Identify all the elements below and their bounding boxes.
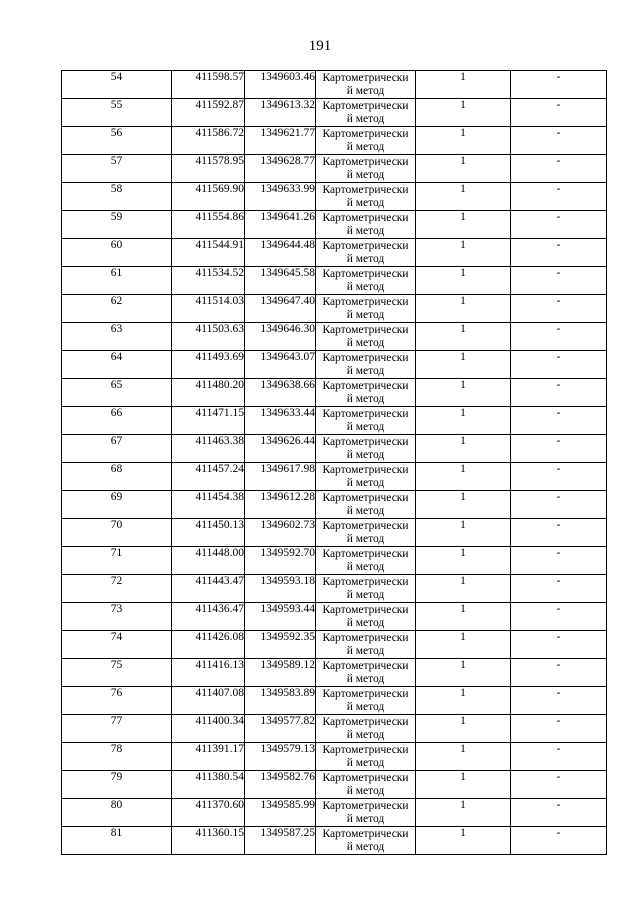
point-number-cell: 68 — [62, 463, 172, 491]
note-cell: - — [511, 771, 607, 799]
note-cell: - — [511, 183, 607, 211]
method-cell — [316, 155, 416, 183]
x-coordinate-cell: 411454.38 — [172, 491, 245, 519]
method-cell — [316, 575, 416, 603]
method-cell — [316, 267, 416, 295]
accuracy-cell: 1 — [416, 183, 511, 211]
y-coordinate-cell: 1349587.25 — [245, 827, 316, 855]
table-row — [62, 827, 607, 855]
point-number-cell: 73 — [62, 603, 172, 631]
accuracy-cell: 1 — [416, 659, 511, 687]
table-row — [62, 379, 607, 407]
method-text: Картометрически й метод — [322, 296, 409, 321]
method-cell — [316, 183, 416, 211]
note-cell: - — [511, 547, 607, 575]
accuracy-cell: 1 — [416, 155, 511, 183]
method-text: Картометрически й метод — [322, 716, 409, 741]
y-coordinate-cell: 1349579.13 — [245, 743, 316, 771]
note-cell: - — [511, 127, 607, 155]
method-text: Картометрически й метод — [322, 576, 409, 601]
x-coordinate-cell: 411426.08 — [172, 631, 245, 659]
method-cell — [316, 743, 416, 771]
note-cell: - — [511, 155, 607, 183]
table-row — [62, 295, 607, 323]
x-coordinate-cell: 411471.15 — [172, 407, 245, 435]
y-coordinate-cell: 1349585.99 — [245, 799, 316, 827]
y-coordinate-cell: 1349645.58 — [245, 267, 316, 295]
method-cell — [316, 323, 416, 351]
note-cell: - — [511, 687, 607, 715]
method-text: Картометрически й метод — [322, 800, 409, 825]
accuracy-cell: 1 — [416, 827, 511, 855]
note-cell: - — [511, 351, 607, 379]
page-number: 191 — [308, 38, 332, 54]
x-coordinate-cell: 411457.24 — [172, 463, 245, 491]
table-row — [62, 547, 607, 575]
method-text: Картометрически й метод — [322, 660, 409, 685]
method-text: Картометрически й метод — [322, 240, 409, 265]
y-coordinate-cell: 1349644.48 — [245, 239, 316, 267]
note-cell: - — [511, 799, 607, 827]
x-coordinate-cell: 411534.52 — [172, 267, 245, 295]
x-coordinate-cell: 411450.13 — [172, 519, 245, 547]
note-cell: - — [511, 379, 607, 407]
accuracy-cell: 1 — [416, 771, 511, 799]
x-coordinate-cell: 411380.54 — [172, 771, 245, 799]
table-row — [62, 575, 607, 603]
y-coordinate-cell: 1349613.32 — [245, 99, 316, 127]
x-coordinate-cell: 411407.08 — [172, 687, 245, 715]
point-number-cell: 61 — [62, 267, 172, 295]
method-cell — [316, 127, 416, 155]
x-coordinate-cell: 411360.15 — [172, 827, 245, 855]
method-text: Картометрически й метод — [322, 604, 409, 629]
note-cell: - — [511, 211, 607, 239]
method-cell — [316, 519, 416, 547]
method-text: Картометрически й метод — [322, 268, 409, 293]
x-coordinate-cell: 411480.20 — [172, 379, 245, 407]
table-row — [62, 407, 607, 435]
x-coordinate-cell: 411586.72 — [172, 127, 245, 155]
accuracy-cell: 1 — [416, 211, 511, 239]
method-text: Картометрически й метод — [322, 128, 409, 153]
method-cell — [316, 71, 416, 99]
table-row — [62, 799, 607, 827]
x-coordinate-cell: 411544.91 — [172, 239, 245, 267]
point-number-cell: 70 — [62, 519, 172, 547]
method-cell — [316, 631, 416, 659]
note-cell: - — [511, 407, 607, 435]
method-cell — [316, 239, 416, 267]
accuracy-cell: 1 — [416, 295, 511, 323]
x-coordinate-cell: 411463.38 — [172, 435, 245, 463]
table-row — [62, 631, 607, 659]
point-number-cell: 69 — [62, 491, 172, 519]
method-text: Картометрически й метод — [322, 772, 409, 797]
accuracy-cell: 1 — [416, 463, 511, 491]
note-cell: - — [511, 631, 607, 659]
point-number-cell: 71 — [62, 547, 172, 575]
y-coordinate-cell: 1349633.44 — [245, 407, 316, 435]
point-number-cell: 60 — [62, 239, 172, 267]
x-coordinate-cell: 411436.47 — [172, 603, 245, 631]
x-coordinate-cell: 411416.13 — [172, 659, 245, 687]
method-text: Картометрически й метод — [322, 380, 409, 405]
method-cell — [316, 659, 416, 687]
accuracy-cell: 1 — [416, 323, 511, 351]
method-cell — [316, 799, 416, 827]
method-cell — [316, 715, 416, 743]
accuracy-cell: 1 — [416, 519, 511, 547]
coordinates-table — [61, 70, 607, 855]
accuracy-cell: 1 — [416, 631, 511, 659]
point-number-cell: 55 — [62, 99, 172, 127]
x-coordinate-cell: 411370.60 — [172, 799, 245, 827]
note-cell: - — [511, 435, 607, 463]
method-cell — [316, 435, 416, 463]
table-row — [62, 715, 607, 743]
method-text: Картометрически й метод — [322, 100, 409, 125]
note-cell: - — [511, 575, 607, 603]
point-number-cell: 77 — [62, 715, 172, 743]
accuracy-cell: 1 — [416, 239, 511, 267]
method-cell — [316, 407, 416, 435]
accuracy-cell: 1 — [416, 71, 511, 99]
method-cell — [316, 547, 416, 575]
y-coordinate-cell: 1349603.46 — [245, 71, 316, 99]
y-coordinate-cell: 1349602.73 — [245, 519, 316, 547]
method-text: Картометрически й метод — [322, 212, 409, 237]
method-text: Картометрически й метод — [322, 632, 409, 657]
x-coordinate-cell: 411448.00 — [172, 547, 245, 575]
note-cell: - — [511, 827, 607, 855]
method-text: Картометрически й метод — [322, 72, 409, 97]
y-coordinate-cell: 1349628.77 — [245, 155, 316, 183]
accuracy-cell: 1 — [416, 351, 511, 379]
method-cell — [316, 295, 416, 323]
accuracy-cell: 1 — [416, 127, 511, 155]
accuracy-cell: 1 — [416, 799, 511, 827]
point-number-cell: 58 — [62, 183, 172, 211]
x-coordinate-cell: 411569.90 — [172, 183, 245, 211]
method-cell — [316, 491, 416, 519]
y-coordinate-cell: 1349593.44 — [245, 603, 316, 631]
note-cell: - — [511, 99, 607, 127]
point-number-cell: 80 — [62, 799, 172, 827]
method-text: Картометрически й метод — [322, 828, 409, 853]
y-coordinate-cell: 1349647.40 — [245, 295, 316, 323]
accuracy-cell: 1 — [416, 99, 511, 127]
table-row — [62, 323, 607, 351]
note-cell: - — [511, 239, 607, 267]
note-cell: - — [511, 295, 607, 323]
method-text: Картометрически й метод — [322, 408, 409, 433]
x-coordinate-cell: 411503.63 — [172, 323, 245, 351]
table-row — [62, 491, 607, 519]
y-coordinate-cell: 1349589.12 — [245, 659, 316, 687]
table-row — [62, 771, 607, 799]
y-coordinate-cell: 1349626.44 — [245, 435, 316, 463]
method-text: Картометрически й метод — [322, 352, 409, 377]
table-row — [62, 183, 607, 211]
accuracy-cell: 1 — [416, 715, 511, 743]
x-coordinate-cell: 411391.17 — [172, 743, 245, 771]
x-coordinate-cell: 411578.95 — [172, 155, 245, 183]
method-cell — [316, 351, 416, 379]
point-number-cell: 59 — [62, 211, 172, 239]
y-coordinate-cell: 1349577.82 — [245, 715, 316, 743]
method-text: Картометрически й метод — [322, 548, 409, 573]
accuracy-cell: 1 — [416, 267, 511, 295]
accuracy-cell: 1 — [416, 743, 511, 771]
x-coordinate-cell: 411598.57 — [172, 71, 245, 99]
note-cell: - — [511, 491, 607, 519]
table-row — [62, 99, 607, 127]
method-text: Картометрически й метод — [322, 688, 409, 713]
note-cell: - — [511, 71, 607, 99]
point-number-cell: 54 — [62, 71, 172, 99]
note-cell: - — [511, 267, 607, 295]
point-number-cell: 79 — [62, 771, 172, 799]
table-row — [62, 519, 607, 547]
method-cell — [316, 687, 416, 715]
accuracy-cell: 1 — [416, 407, 511, 435]
point-number-cell: 81 — [62, 827, 172, 855]
note-cell: - — [511, 659, 607, 687]
method-text: Картометрически й метод — [322, 324, 409, 349]
table-row — [62, 743, 607, 771]
method-cell — [316, 771, 416, 799]
point-number-cell: 74 — [62, 631, 172, 659]
point-number-cell: 56 — [62, 127, 172, 155]
y-coordinate-cell: 1349638.66 — [245, 379, 316, 407]
x-coordinate-cell: 411514.03 — [172, 295, 245, 323]
y-coordinate-cell: 1349643.07 — [245, 351, 316, 379]
y-coordinate-cell: 1349621.77 — [245, 127, 316, 155]
note-cell: - — [511, 743, 607, 771]
accuracy-cell: 1 — [416, 575, 511, 603]
accuracy-cell: 1 — [416, 491, 511, 519]
x-coordinate-cell: 411554.86 — [172, 211, 245, 239]
note-cell: - — [511, 603, 607, 631]
accuracy-cell: 1 — [416, 603, 511, 631]
table-row — [62, 659, 607, 687]
y-coordinate-cell: 1349612.28 — [245, 491, 316, 519]
point-number-cell: 62 — [62, 295, 172, 323]
y-coordinate-cell: 1349633.99 — [245, 183, 316, 211]
table-row — [62, 127, 607, 155]
accuracy-cell: 1 — [416, 379, 511, 407]
table-row — [62, 603, 607, 631]
x-coordinate-cell: 411493.69 — [172, 351, 245, 379]
method-text: Картометрически й метод — [322, 184, 409, 209]
point-number-cell: 66 — [62, 407, 172, 435]
method-cell — [316, 99, 416, 127]
method-cell — [316, 463, 416, 491]
note-cell: - — [511, 519, 607, 547]
table-row — [62, 267, 607, 295]
point-number-cell: 64 — [62, 351, 172, 379]
point-number-cell: 72 — [62, 575, 172, 603]
point-number-cell: 78 — [62, 743, 172, 771]
method-cell — [316, 379, 416, 407]
note-cell: - — [511, 463, 607, 491]
table-row — [62, 71, 607, 99]
accuracy-cell: 1 — [416, 547, 511, 575]
y-coordinate-cell: 1349583.89 — [245, 687, 316, 715]
method-cell — [316, 827, 416, 855]
table-row — [62, 687, 607, 715]
point-number-cell: 63 — [62, 323, 172, 351]
method-text: Картометрически й метод — [322, 744, 409, 769]
point-number-cell: 65 — [62, 379, 172, 407]
point-number-cell: 75 — [62, 659, 172, 687]
x-coordinate-cell: 411443.47 — [172, 575, 245, 603]
table-row — [62, 239, 607, 267]
x-coordinate-cell: 411592.87 — [172, 99, 245, 127]
method-cell — [316, 211, 416, 239]
coordinates-table-body — [62, 71, 607, 855]
note-cell: - — [511, 715, 607, 743]
method-text: Картометрически й метод — [322, 464, 409, 489]
y-coordinate-cell: 1349593.18 — [245, 575, 316, 603]
y-coordinate-cell: 1349582.76 — [245, 771, 316, 799]
y-coordinate-cell: 1349592.35 — [245, 631, 316, 659]
table-row — [62, 155, 607, 183]
point-number-cell: 67 — [62, 435, 172, 463]
accuracy-cell: 1 — [416, 435, 511, 463]
method-text: Картометрически й метод — [322, 436, 409, 461]
table-row — [62, 211, 607, 239]
table-row — [62, 435, 607, 463]
y-coordinate-cell: 1349592.70 — [245, 547, 316, 575]
x-coordinate-cell: 411400.34 — [172, 715, 245, 743]
point-number-cell: 57 — [62, 155, 172, 183]
y-coordinate-cell: 1349646.30 — [245, 323, 316, 351]
method-text: Картометрически й метод — [322, 156, 409, 181]
accuracy-cell: 1 — [416, 687, 511, 715]
method-text: Картометрически й метод — [322, 520, 409, 545]
method-cell — [316, 603, 416, 631]
note-cell: - — [511, 323, 607, 351]
point-number-cell: 76 — [62, 687, 172, 715]
y-coordinate-cell: 1349641.26 — [245, 211, 316, 239]
table-row — [62, 351, 607, 379]
method-text: Картометрически й метод — [322, 492, 409, 517]
table-row — [62, 463, 607, 491]
y-coordinate-cell: 1349617.98 — [245, 463, 316, 491]
